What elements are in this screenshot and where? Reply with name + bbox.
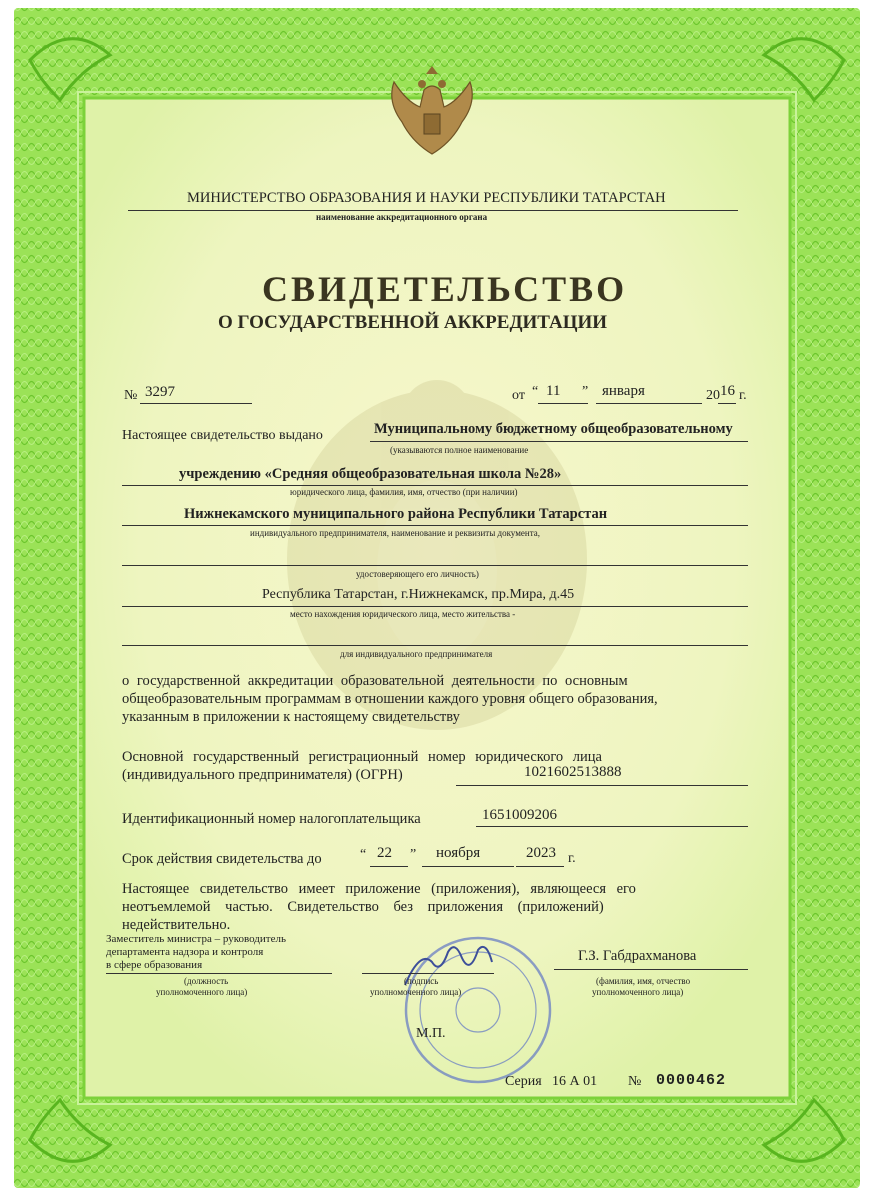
appendix-line-2: неотъемлемой частью. Свидетельство без приложения (приложений) — [122, 899, 604, 915]
appendix-line-3: недействительно. — [122, 917, 231, 933]
series-number: 0000462 — [656, 1072, 727, 1089]
issued-line-1: Муниципальному бюджетному общеобразовательному — [374, 421, 733, 437]
inn-value: 1651009206 — [482, 807, 557, 823]
number-prefix: № — [124, 388, 138, 403]
signatory-name: Г.З. Габдрахманова — [578, 948, 697, 964]
stamp-place-label: М.П. — [416, 1026, 446, 1041]
date-day: 11 — [546, 383, 561, 399]
series-number-label: № — [628, 1074, 642, 1089]
ogrn-line-1: Основной государственный регистрационный номер юридического лица — [122, 749, 602, 765]
date-month: января — [602, 383, 645, 399]
ministry-underline — [128, 210, 738, 211]
issued-address: Республика Татарстан, г.Нижнекамск, пр.Мира, д.45 — [262, 587, 575, 602]
certificate-title: СВИДЕТЕЛЬСТВО — [262, 269, 628, 309]
ogrn-line-2: (индивидуального предпринимателя) (ОГРН) — [122, 767, 403, 783]
body-line-1: о государственной аккредитации образовательной деятельности по основным — [122, 673, 628, 689]
issued-label: Настоящее свидетельство выдано — [122, 428, 323, 443]
validity-day: 22 — [377, 845, 392, 861]
ministry-caption: наименование аккредитационного органа — [316, 212, 488, 222]
body-line-3: указанным в приложении к настоящему свидетельству — [122, 709, 460, 725]
signatory-position-1: Заместитель министра – руководитель — [106, 933, 286, 945]
certificate-number: 3297 — [145, 384, 175, 400]
ministry-name: МИНИСТЕРСТВО ОБРАЗОВАНИЯ И НАУКИ РЕСПУБЛИКИ ТАТАРСТАН — [187, 190, 666, 206]
validity-year: 2023 — [526, 845, 556, 861]
series-value: 16 А 01 — [552, 1074, 598, 1089]
validity-month: ноября — [436, 845, 481, 861]
series-label: Серия — [505, 1074, 542, 1089]
date-year: 16 — [720, 383, 735, 399]
date-from-label: от — [512, 388, 525, 403]
certificate-subtitle: О ГОСУДАРСТВЕННОЙ АККРЕДИТАЦИИ — [218, 312, 608, 333]
ogrn-value: 1021602513888 — [524, 764, 622, 780]
inn-label: Идентификационный номер налогоплательщика — [122, 811, 421, 827]
validity-label: Срок действия свидетельства до — [122, 851, 322, 867]
signatory-position-2: департамента надзора и контроля — [106, 946, 264, 958]
issued-line-3: Нижнекамского муниципального района Республики Татарстан — [184, 506, 608, 522]
issued-line-2: учреждению «Средняя общеобразовательная школа №28» — [179, 466, 562, 482]
appendix-line-1: Настоящее свидетельство имеет приложение (приложения), являющееся его — [122, 881, 636, 897]
body-line-2: общеобразовательным программам в отношении каждого уровня общего образования, — [122, 691, 658, 707]
signatory-position-3: в сфере образования — [106, 959, 203, 971]
